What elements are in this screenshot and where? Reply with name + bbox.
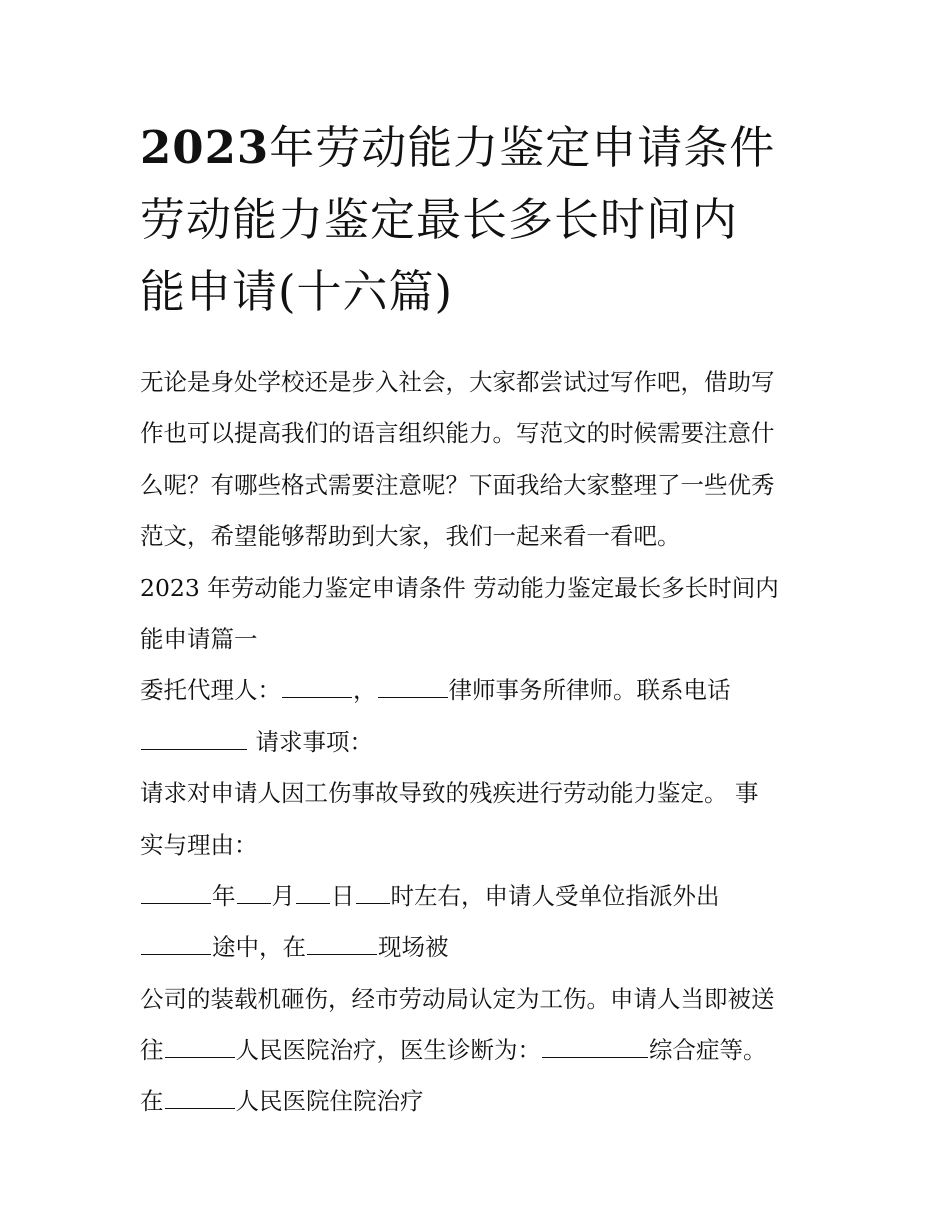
destination-blank — [141, 932, 211, 955]
agent-name-blank — [282, 675, 352, 698]
title-line-1-rest: 年劳动能力鉴定申请条件 — [269, 121, 776, 174]
document-body — [140, 357, 830, 1128]
location-blank — [307, 932, 377, 955]
intro-line-2: 作也可以提高我们的语言组织能力。写范文的时候需要注意什 — [140, 419, 775, 448]
law-firm-blank — [378, 675, 448, 698]
year-label: 年 — [212, 881, 236, 910]
title-line-2: 劳动能力鉴定最长多长时间内 — [140, 193, 739, 246]
company-line: 公司的装载机砸伤，经市劳动局认定为工伤。申请人当即被送 — [140, 984, 775, 1013]
intro-line-1: 无论是身处学校还是步入社会，大家都尝试过写作吧，借助写 — [140, 368, 775, 396]
route-mid: 途中，在 — [212, 933, 306, 962]
request-line-1: 请求对申请人因工伤事故导致的残疾进行劳动能力鉴定。 事 — [140, 779, 759, 808]
hospital-prefix: 往 — [140, 1036, 164, 1065]
title-year: 2023 — [140, 121, 270, 174]
month-label: 月 — [271, 881, 295, 910]
section-heading-line-2: 能申请篇一 — [140, 624, 258, 653]
request-label: 请求事项： — [248, 727, 373, 756]
title-line-1 — [140, 112, 830, 184]
intro-line-3: 么呢？有哪些格式需要注意呢？下面我给大家整理了一些优秀 — [140, 470, 775, 499]
route-line — [140, 922, 830, 973]
date-suffix: 时左右，申请人受单位指派外出 — [390, 881, 720, 910]
section-heading-line-1: 2023 年劳动能力鉴定申请条件 劳动能力鉴定最长多长时间内 — [140, 573, 779, 602]
hospital-end: 综合症等。 — [649, 1036, 767, 1065]
hour-blank — [356, 881, 390, 904]
request-line-2: 实与理由： — [140, 830, 258, 859]
agent-prefix: 委托代理人： — [140, 676, 281, 705]
route-end: 现场被 — [378, 933, 449, 962]
title-line-3: 能申请(十六篇) — [140, 265, 454, 318]
stay-hospital-blank — [165, 1086, 235, 1109]
agent-suffix: 律师事务所律师。联系电话 — [448, 676, 731, 705]
stay-end: 人民医院住院治疗 — [235, 1087, 424, 1116]
stay-line — [140, 1076, 830, 1127]
hospital-mid: 人民医院治疗，医生诊断为： — [235, 1036, 541, 1065]
document-title — [140, 112, 830, 328]
agent-separator: ， — [353, 676, 377, 705]
request-label-line — [140, 717, 830, 768]
month-blank — [237, 881, 271, 904]
intro-line-4: 范文，希望能够帮助到大家，我们一起来看一看吧。 — [140, 522, 681, 551]
agent-line — [140, 665, 830, 716]
phone-blank — [141, 727, 247, 750]
date-line — [140, 871, 830, 922]
year-blank — [141, 881, 211, 904]
stay-prefix: 在 — [140, 1087, 164, 1116]
diagnosis-blank — [542, 1035, 648, 1058]
hospital-blank — [165, 1035, 235, 1058]
day-label: 日 — [331, 881, 355, 910]
day-blank — [296, 881, 330, 904]
hospital-line — [140, 1025, 830, 1076]
